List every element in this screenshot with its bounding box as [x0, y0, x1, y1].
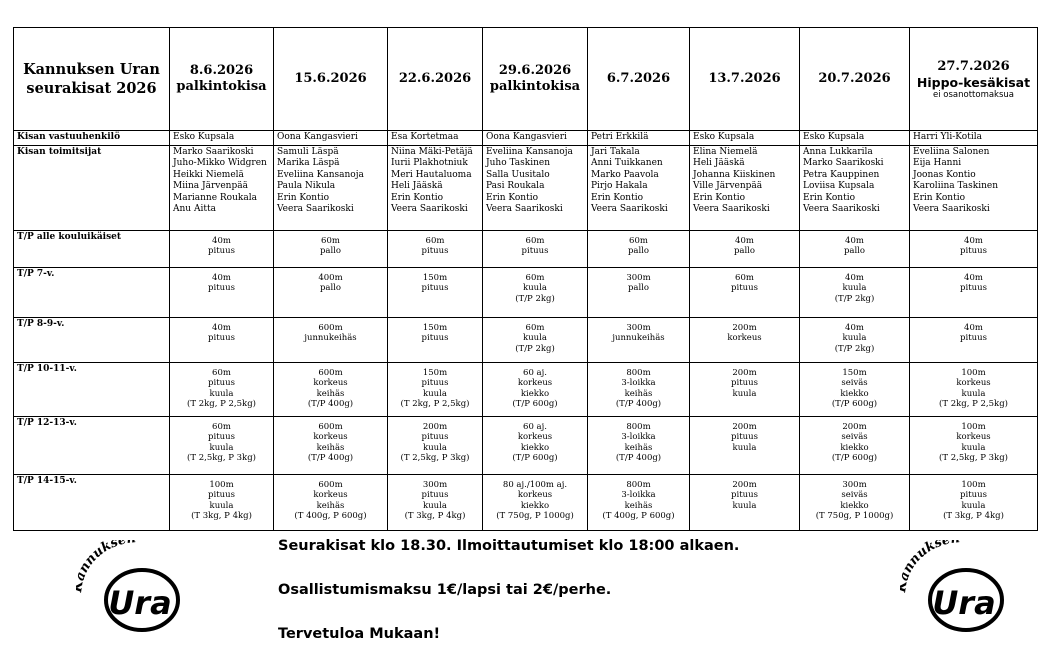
- event-line: pallo: [319, 246, 342, 256]
- staff-member: Veera Saarikoski: [277, 204, 354, 214]
- event-cell: [274, 317, 388, 362]
- event-line: kuula: [209, 442, 234, 453]
- event-line: seiväs: [841, 490, 868, 500]
- staff-member: Karoliina Taskinen: [913, 181, 999, 191]
- event-line: 200m: [732, 421, 757, 432]
- staff-member: Veera Saarikoski: [486, 204, 563, 214]
- event-line: 60m: [525, 235, 545, 246]
- event-line: (T/P 2kg): [515, 343, 555, 354]
- event-cell: [690, 230, 800, 267]
- event-line: pituus: [960, 246, 987, 256]
- event-line: 3-loikka: [621, 490, 656, 500]
- event-line: pallo: [843, 246, 866, 256]
- schedule-title: [14, 28, 170, 131]
- event-line: korkeus: [956, 378, 991, 388]
- event-line: korkeus: [517, 490, 553, 500]
- event-cell: [170, 317, 274, 362]
- event-line: 40m: [845, 272, 864, 283]
- event-line: 60m: [425, 235, 445, 246]
- event-cell: [388, 230, 483, 267]
- event-line: korkeus: [517, 432, 553, 442]
- age-group-label: T/P alle kouluikäiset: [14, 230, 170, 267]
- title-line-2: seurakisat 2026: [26, 80, 157, 97]
- event-cell: [588, 317, 690, 362]
- event-line: 60m: [525, 272, 545, 283]
- event-line: pallo: [627, 246, 650, 256]
- event-line: kuula: [209, 388, 234, 399]
- event-cell: [274, 362, 388, 416]
- event-line: (T/P 600g): [512, 453, 558, 463]
- event-line: 200m: [842, 421, 867, 432]
- event-line: pituus: [960, 490, 987, 500]
- event-cell: [910, 230, 1038, 267]
- event-line: 800m: [626, 479, 651, 490]
- event-line: keihäs: [624, 500, 653, 511]
- staff-member: Heli Jääskä: [391, 181, 443, 191]
- footer-time-info: Seurakisat klo 18.30. Ilmoittautumiset klo 18:00 alkaen.: [278, 538, 740, 554]
- date-note: ei osanottomaksua: [932, 89, 1015, 100]
- staff-member: Loviisa Kupsala: [803, 181, 875, 191]
- event-line: 150m: [422, 322, 448, 333]
- event-line: korkeus: [727, 333, 762, 343]
- event-line: kuula: [732, 388, 757, 399]
- event-line: 600m: [318, 322, 343, 333]
- ura-logo-left: [76, 540, 196, 640]
- event-line: kiekko: [520, 388, 550, 399]
- event-line: pituus: [421, 432, 449, 442]
- footer-fee-info: Osallistumismaksu 1€/lapsi tai 2€/perhe.: [278, 582, 612, 598]
- event-line: pituus: [731, 283, 758, 293]
- staff-member: Niina Mäki-Petäjä: [391, 146, 473, 157]
- event-cell: [483, 362, 588, 416]
- staff-list: [388, 145, 483, 230]
- staff-member: Eveliina Salonen: [913, 146, 990, 157]
- date-header-4: [483, 28, 588, 131]
- event-line: 60m: [212, 367, 231, 378]
- event-cell: [274, 416, 388, 474]
- event-line: 60m: [321, 235, 340, 246]
- event-line: 800m: [626, 421, 651, 432]
- event-line: (T/P 400g): [307, 453, 354, 463]
- event-line: kiekko: [840, 388, 869, 399]
- staff-member: Anni Tuikkanen: [591, 158, 663, 168]
- event-line: keihäs: [624, 388, 653, 399]
- event-line: 60m: [629, 235, 648, 246]
- event-line: pallo: [733, 246, 756, 256]
- event-line: 200m: [732, 322, 757, 333]
- event-line: pituus: [208, 246, 235, 256]
- date-subtitle: palkintokisa: [489, 79, 581, 94]
- date-subtitle: palkintokisa: [176, 79, 267, 94]
- responsible-person: Oona Kangasvieri: [483, 131, 588, 146]
- event-cell: [800, 267, 910, 317]
- event-cell: [170, 474, 274, 530]
- event-cell: [588, 474, 690, 530]
- event-line: 40m: [845, 322, 864, 333]
- event-cell: [274, 474, 388, 530]
- event-line: 40m: [735, 235, 754, 246]
- event-line: 40m: [212, 235, 231, 246]
- event-line: 3-loikka: [621, 432, 656, 442]
- event-line: kuula: [961, 442, 986, 453]
- ura-logo-right: [900, 540, 1020, 640]
- event-cell: [910, 362, 1038, 416]
- event-cell: [690, 474, 800, 530]
- event-line: (T 3kg, P 4kg): [404, 511, 466, 521]
- staff-member: Erin Kontio: [693, 192, 746, 203]
- event-line: 60m: [525, 322, 545, 333]
- responsible-person: Esa Kortetmaa: [388, 131, 483, 146]
- logo-text-main: Ura: [108, 584, 172, 622]
- date-subtitle: Hippo-kesäkisat: [916, 74, 1031, 90]
- event-cell: [588, 362, 690, 416]
- date-header-6: [690, 28, 800, 131]
- event-line: 40m: [964, 272, 983, 283]
- staff-member: Erin Kontio: [591, 192, 644, 203]
- event-line: 40m: [212, 272, 231, 283]
- logo-text-top: nnukse: [900, 540, 952, 576]
- event-cell: [388, 362, 483, 416]
- event-cell: [800, 474, 910, 530]
- event-line: 3-loikka: [621, 378, 656, 388]
- event-line: 150m: [422, 272, 448, 283]
- event-line: 100m: [961, 479, 986, 490]
- event-cell: [388, 474, 483, 530]
- staff-member: Meri Hautaluoma: [391, 169, 472, 180]
- event-line: 60 aj.: [523, 421, 547, 432]
- event-cell: [588, 267, 690, 317]
- staff-member: Marko Paavola: [591, 169, 659, 180]
- event-cell: [388, 267, 483, 317]
- event-line: pituus: [960, 333, 987, 343]
- event-line: 200m: [732, 479, 757, 490]
- event-line: korkeus: [956, 432, 991, 442]
- staff-member: Joonas Kontio: [913, 169, 976, 180]
- event-cell: [588, 416, 690, 474]
- staff-member: Erin Kontio: [277, 192, 330, 203]
- event-cell: [588, 230, 690, 267]
- date-header-5: [588, 28, 690, 131]
- event-line: (T/P 600g): [512, 399, 558, 409]
- event-line: kiekko: [840, 442, 869, 453]
- date-text: 29.6.2026: [498, 63, 572, 78]
- staff-member: Juho-Mikko Widgren: [173, 158, 267, 168]
- event-line: (T 2,5kg, P 3kg): [400, 453, 470, 463]
- event-line: 40m: [845, 235, 864, 246]
- staff-list: [910, 145, 1038, 230]
- staff-member: Erin Kontio: [803, 192, 856, 203]
- responsible-person: Harri Yli-Kotila: [910, 131, 1038, 146]
- date-header-1: [170, 28, 274, 131]
- staff-member: Erin Kontio: [486, 192, 539, 203]
- date-header-3: [388, 28, 483, 131]
- event-line: kuula: [523, 283, 547, 293]
- date-header-2: [274, 28, 388, 131]
- event-line: (T/P 600g): [831, 453, 878, 463]
- event-cell: [800, 362, 910, 416]
- staff-member: Eveliina Kansanoja: [277, 169, 364, 180]
- event-line: kuula: [842, 283, 867, 293]
- event-line: pituus: [421, 333, 449, 343]
- staff-list: [690, 145, 800, 230]
- event-line: pituus: [731, 378, 758, 388]
- event-line: (T/P 2kg): [515, 293, 555, 304]
- event-cell: [690, 416, 800, 474]
- event-cell: [483, 267, 588, 317]
- staff-member: Pasi Roukala: [486, 181, 545, 191]
- event-line: kuula: [732, 500, 757, 511]
- age-group-label: T/P 8-9-v.: [14, 317, 170, 362]
- event-line: (T 2kg, P 2,5kg): [939, 399, 1008, 409]
- event-line: kuula: [523, 333, 547, 343]
- event-cell: [800, 230, 910, 267]
- event-line: 150m: [842, 367, 867, 378]
- staff-member: Veera Saarikoski: [591, 204, 668, 214]
- event-line: pituus: [208, 378, 235, 388]
- staff-member: Samuli Läspä: [277, 146, 339, 157]
- event-line: (T 2kg, P 2,5kg): [400, 399, 470, 409]
- event-line: pituus: [731, 432, 758, 442]
- event-line: korkeus: [313, 490, 348, 500]
- event-cell: [274, 267, 388, 317]
- responsible-person: Esko Kupsala: [170, 131, 274, 146]
- event-line: kuula: [423, 442, 447, 453]
- date-text: 8.6.2026: [189, 63, 254, 78]
- date-text: 6.7.2026: [606, 71, 671, 86]
- event-line: 40m: [964, 322, 983, 333]
- staff-member: Pirjo Hakala: [591, 181, 648, 191]
- schedule-table: [13, 27, 1038, 531]
- staff-member: Marko Saarikoski: [803, 158, 884, 168]
- event-line: seiväs: [841, 378, 868, 388]
- event-cell: [388, 416, 483, 474]
- event-line: pituus: [208, 283, 235, 293]
- event-line: 100m: [209, 479, 234, 490]
- event-line: (T 2kg, P 2,5kg): [187, 399, 256, 409]
- event-line: keihäs: [316, 388, 345, 399]
- event-line: kuula: [732, 442, 757, 453]
- age-group-label: T/P 10-11-v.: [14, 362, 170, 416]
- event-line: pallo: [627, 283, 650, 293]
- staff-member: Veera Saarikoski: [693, 204, 770, 214]
- event-line: pituus: [521, 246, 549, 256]
- event-line: korkeus: [517, 378, 553, 388]
- event-cell: [170, 362, 274, 416]
- logo-text-main: Ura: [932, 584, 996, 622]
- event-line: 100m: [961, 367, 986, 378]
- staff-member: Miina Järvenpää: [173, 181, 248, 191]
- event-line: korkeus: [313, 378, 348, 388]
- event-cell: [483, 416, 588, 474]
- staff-member: Marika Läspä: [277, 158, 340, 168]
- event-line: 600m: [318, 479, 343, 490]
- event-cell: [483, 317, 588, 362]
- event-line: 60m: [735, 272, 754, 283]
- logo-text-top: nnukse: [76, 540, 128, 576]
- event-line: kuula: [423, 500, 447, 511]
- event-line: keihäs: [316, 500, 345, 511]
- event-line: pituus: [960, 283, 987, 293]
- event-line: korkeus: [313, 432, 348, 442]
- responsible-person: Esko Kupsala: [690, 131, 800, 146]
- event-line: pituus: [421, 283, 449, 293]
- staff-member: Paula Nikula: [277, 181, 336, 191]
- title-line-1: Kannuksen Uran: [23, 61, 160, 78]
- event-line: (T 400g, P 600g): [602, 511, 675, 521]
- staff-member: Eija Hanni: [913, 158, 962, 168]
- event-line: kuula: [961, 388, 986, 399]
- staff-member: Ville Järvenpää: [693, 181, 763, 191]
- event-cell: [690, 317, 800, 362]
- event-line: (T/P 400g): [615, 399, 662, 409]
- staff-member: Heikki Niemelä: [173, 169, 244, 180]
- event-cell: [910, 267, 1038, 317]
- event-line: (T 2,5kg, P 3kg): [187, 453, 256, 463]
- event-line: 60 aj.: [523, 367, 547, 378]
- date-header-8: [910, 28, 1038, 131]
- event-line: kiekko: [520, 500, 550, 511]
- staff-list: [483, 145, 588, 230]
- staff-member: Erin Kontio: [391, 192, 444, 203]
- staff-member: Jari Takala: [591, 146, 640, 157]
- staff-member: Veera Saarikoski: [391, 204, 468, 214]
- event-line: kiekko: [840, 500, 869, 511]
- event-line: 600m: [318, 421, 343, 432]
- event-cell: [690, 267, 800, 317]
- responsible-label: Kisan vastuuhenkilö: [14, 131, 170, 146]
- date-text: 15.6.2026: [294, 71, 367, 86]
- staff-list: [800, 145, 910, 230]
- event-cell: [910, 317, 1038, 362]
- staff-member: Johanna Kiiskinen: [693, 169, 776, 180]
- event-line: (T/P 600g): [831, 399, 878, 409]
- date-text: 22.6.2026: [398, 71, 472, 86]
- event-cell: [170, 267, 274, 317]
- responsible-person: Esko Kupsala: [800, 131, 910, 146]
- age-group-label: T/P 14-15-v.: [14, 474, 170, 530]
- staff-member: Anu Aitta: [173, 204, 216, 214]
- event-cell: [800, 317, 910, 362]
- event-line: 300m: [626, 322, 651, 333]
- event-cell: [170, 416, 274, 474]
- event-line: keihäs: [624, 442, 653, 453]
- event-line: 60m: [212, 421, 231, 432]
- event-line: junnukeihäs: [612, 333, 665, 343]
- staff-member: Juho Taskinen: [486, 158, 551, 168]
- event-line: pituus: [208, 432, 235, 442]
- event-line: pituus: [421, 246, 449, 256]
- event-line: (T 3kg, P 4kg): [191, 511, 252, 521]
- staff-member: Eveliina Kansanoja: [486, 146, 573, 157]
- event-line: 600m: [318, 367, 343, 378]
- age-group-label: T/P 12-13-v.: [14, 416, 170, 474]
- staff-list: [588, 145, 690, 230]
- event-line: 40m: [212, 322, 231, 333]
- event-line: (T/P 400g): [615, 453, 662, 463]
- event-line: 100m: [961, 421, 986, 432]
- staff-member: Marko Saarikoski: [173, 146, 254, 157]
- staff-member: Iurii Plakhotniuk: [391, 158, 468, 168]
- event-line: kuula: [961, 500, 986, 511]
- event-line: (T 2,5kg, P 3kg): [939, 453, 1008, 463]
- event-line: pituus: [208, 333, 235, 343]
- staff-member: Petra Kauppinen: [803, 169, 880, 180]
- staff-member: Elina Niemelä: [693, 146, 758, 157]
- event-line: kuula: [842, 333, 867, 343]
- staff-label: Kisan toimitsijat: [14, 145, 170, 230]
- event-line: pituus: [731, 490, 758, 500]
- event-line: kuula: [423, 388, 447, 399]
- event-line: 800m: [626, 367, 651, 378]
- date-text: 27.7.2026: [937, 58, 1010, 74]
- event-cell: [274, 230, 388, 267]
- event-line: (T 3kg, P 4kg): [943, 511, 1004, 521]
- event-line: (T 750g, P 1000g): [815, 511, 894, 521]
- event-line: (T 750g, P 1000g): [496, 511, 574, 521]
- event-line: 400m: [318, 272, 343, 283]
- event-cell: [910, 416, 1038, 474]
- event-line: junnukeihäs: [304, 333, 357, 343]
- responsible-person: Oona Kangasvieri: [274, 131, 388, 146]
- staff-member: Marianne Roukala: [173, 192, 257, 203]
- responsible-person: Petri Erkkilä: [588, 131, 690, 146]
- event-line: 200m: [422, 421, 448, 432]
- staff-member: Anna Lukkarila: [803, 146, 873, 157]
- event-line: (T 400g, P 600g): [294, 511, 367, 521]
- event-line: 300m: [422, 479, 448, 490]
- staff-member: Erin Kontio: [913, 192, 966, 203]
- event-cell: [483, 230, 588, 267]
- event-cell: [388, 317, 483, 362]
- event-cell: [483, 474, 588, 530]
- event-line: 80 aj./100m aj.: [502, 479, 568, 490]
- date-header-7: [800, 28, 910, 131]
- event-line: pituus: [421, 490, 449, 500]
- event-cell: [910, 474, 1038, 530]
- staff-member: Heli Jääskä: [693, 158, 745, 168]
- age-group-label: T/P 7-v.: [14, 267, 170, 317]
- event-line: 40m: [964, 235, 983, 246]
- event-line: kuula: [209, 500, 234, 511]
- event-line: kiekko: [520, 442, 550, 453]
- event-line: (T/P 400g): [307, 399, 354, 409]
- event-line: 200m: [732, 367, 757, 378]
- event-line: pallo: [319, 283, 342, 293]
- staff-member: Veera Saarikoski: [803, 204, 880, 214]
- staff-member: Salla Uusitalo: [486, 169, 550, 180]
- event-line: seiväs: [841, 432, 868, 442]
- date-text: 20.7.2026: [818, 71, 891, 86]
- date-text: 13.7.2026: [708, 71, 781, 86]
- staff-list: [170, 145, 274, 230]
- event-line: keihäs: [316, 442, 345, 453]
- event-line: 300m: [626, 272, 651, 283]
- staff-list: [274, 145, 388, 230]
- event-line: 300m: [842, 479, 867, 490]
- event-cell: [690, 362, 800, 416]
- event-line: pituus: [421, 378, 449, 388]
- staff-member: Veera Saarikoski: [913, 204, 990, 214]
- event-line: (T/P 2kg): [834, 343, 875, 354]
- event-line: pituus: [208, 490, 235, 500]
- footer-welcome: Tervetuloa Mukaan!: [278, 626, 441, 642]
- event-cell: [800, 416, 910, 474]
- event-cell: [170, 230, 274, 267]
- event-line: 150m: [422, 367, 448, 378]
- event-line: (T/P 2kg): [834, 293, 875, 304]
